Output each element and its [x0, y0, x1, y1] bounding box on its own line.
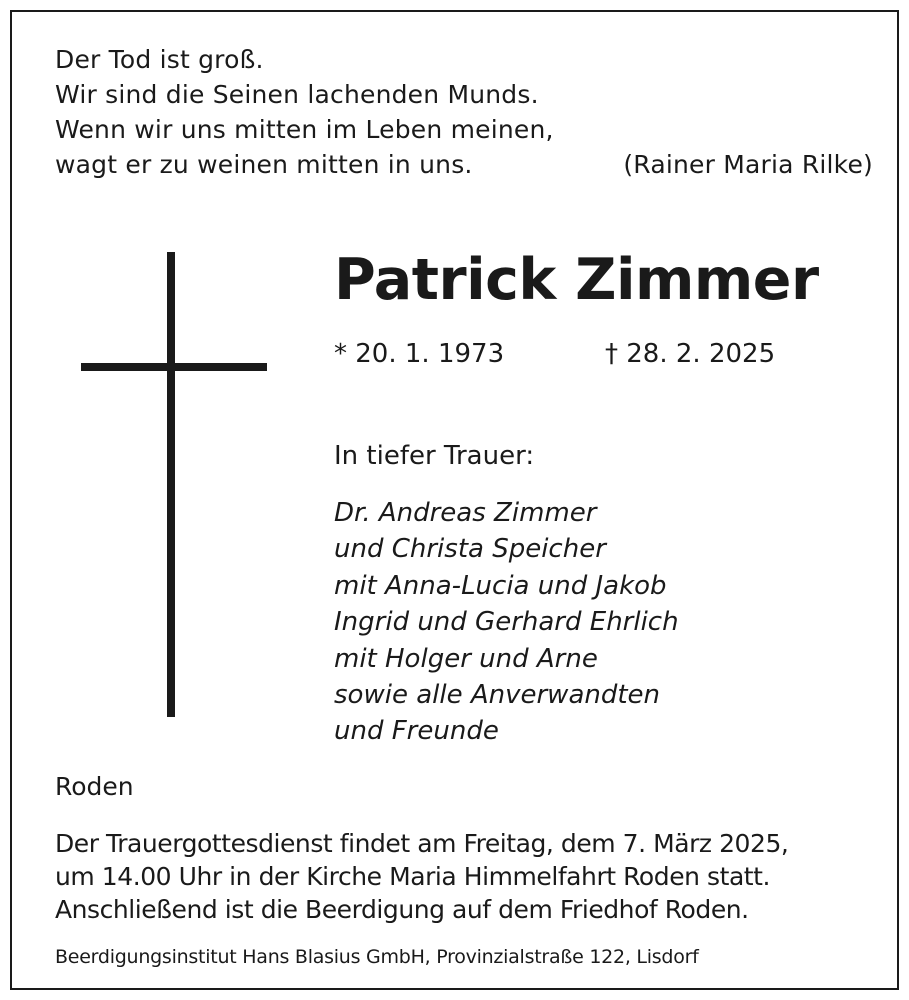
poem-quote	[55, 42, 885, 182]
birth-date: * 20. 1. 1973	[334, 339, 505, 369]
mourners-list	[334, 495, 679, 750]
service-line: Der Trauergottesdienst findet am Freitag, dem 7. März 2025,	[55, 829, 789, 858]
poem-attribution: (Rainer Maria Rilke)	[623, 150, 873, 179]
poem-line: Der Tod ist groß.	[55, 45, 264, 74]
mourner-line: mit Holger und Arne	[334, 643, 598, 674]
mourner-line: mit Anna-Lucia und Jakob	[334, 570, 667, 601]
deceased-name: Patrick Zimmer	[334, 247, 819, 313]
mourner-line: Dr. Andreas Zimmer	[334, 498, 597, 528]
mourner-line: sowie alle Anverwandten	[334, 680, 661, 711]
service-announcement	[55, 827, 788, 926]
mourning-heading: In tiefer Trauer:	[334, 441, 535, 471]
mourner-line: und Christa Speicher	[334, 534, 606, 565]
service-line: um 14.00 Uhr in der Kirche Maria Himmelfahrt Roden statt.	[55, 862, 771, 891]
mourner-line: Ingrid und Gerhard Ehrlich	[334, 607, 679, 638]
cross-vertical-beam	[167, 252, 175, 717]
poem-line: Wenn wir uns mitten im Leben meinen,	[55, 115, 554, 144]
death-date: † 28. 2. 2025	[605, 339, 776, 369]
cross-horizontal-beam	[81, 363, 267, 371]
place-name: Roden	[55, 772, 134, 801]
poem-line: wagt er zu weinen mitten in uns.	[55, 150, 473, 179]
obituary-frame	[10, 10, 899, 990]
service-line: Anschließend ist die Beerdigung auf dem Friedhof Roden.	[55, 895, 749, 924]
poem-line: Wir sind die Seinen lachenden Munds.	[55, 80, 539, 109]
poem-last-line-row	[55, 147, 873, 182]
mourner-line: und Freunde	[334, 716, 499, 747]
undertaker-footer: Beerdigungsinstitut Hans Blasius GmbH, Provinzialstraße 122, Lisdorf	[55, 946, 699, 968]
